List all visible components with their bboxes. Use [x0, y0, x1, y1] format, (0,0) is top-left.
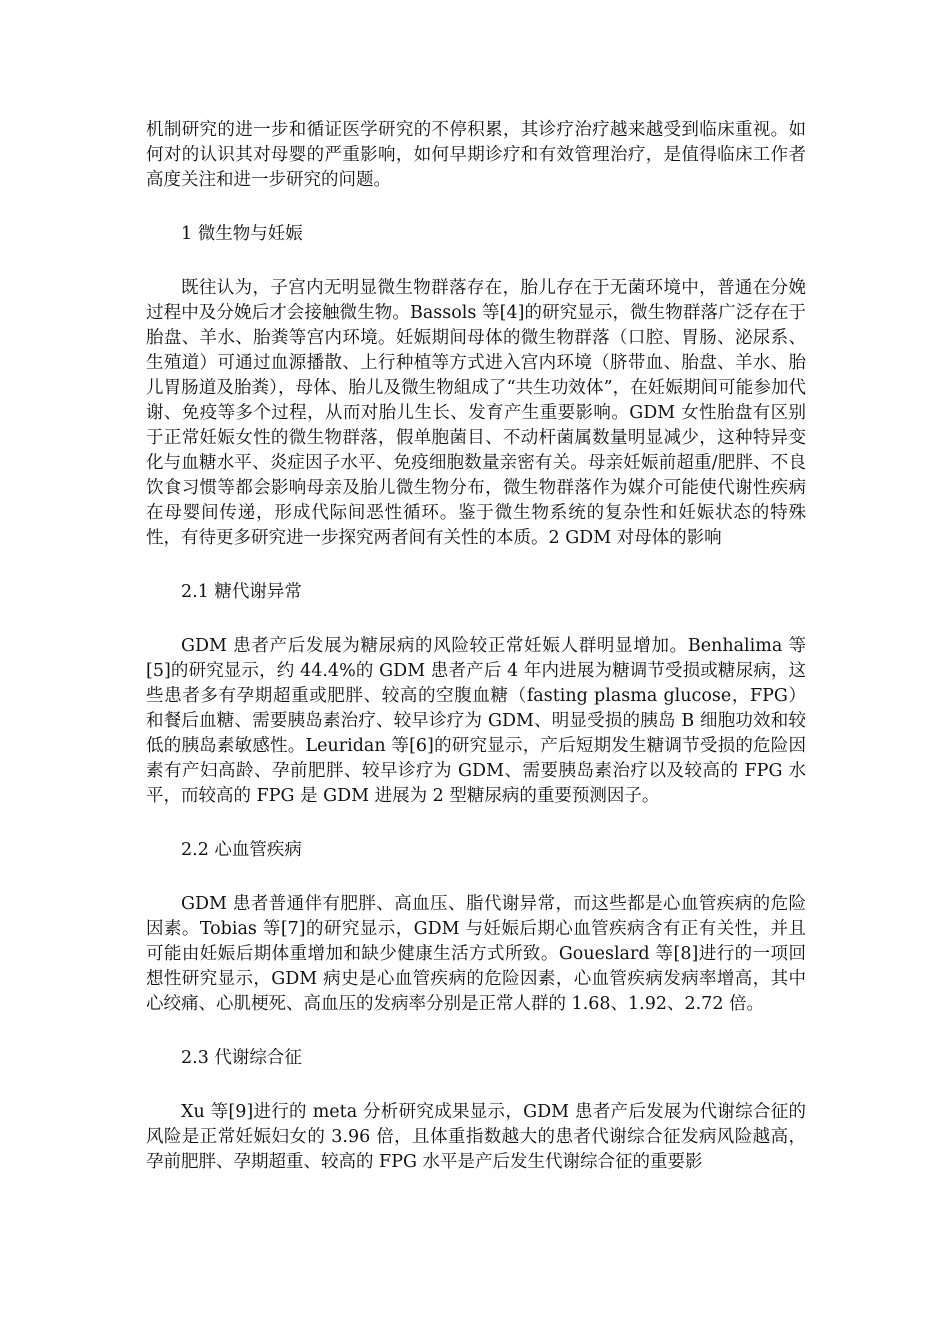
section-heading-2-1: 2.1 糖代谢异常	[181, 582, 302, 602]
section-paragraph-1: 既往认为，子宫内无明显微生物群落存在，胎儿存在于无菌环境中，普通在分娩过程中及分娩后才会接触微生物。Bassols 等[4]的研究显示，微生物群落广泛存在于胎盘、羊水、胎粪等宫内环境。妊娠期间母体的微生物群落（口腔、胃肠、泌尿系、生殖道）可通过血源播散、上行种植等方式进入宫内环境（脐带血、胎盘、羊水、胎儿胃肠道及胎粪），母体、胎儿及微生物組成了“共生功效体”，在妊娠期间可能参加代谢、免疫等多个过程，从而对胎儿生长、发育产生重要影响。GDM 女性胎盘有区别于正常妊娠女性的微生物群落，假单胞菌目、不动杆菌属数量明显减少，这种特异变化与血糖水平、炎症因子水平、免疫细胞数量亲密有关。母亲妊娠前超重/肥胖、不良饮食习惯等都会影响母亲及胎儿微生物分布，微生物群落作为媒介可能使代谢性疾病在母婴间传递，形成代际间恶性循环。鉴于微生物系统的复杂性和妊娠状态的特殊性，有待更多研究进一步探究两者间有关性的本质。2 GDM 对母体的影响	[146, 278, 806, 548]
section-heading-2-2: 2.2 心血管疾病	[181, 840, 302, 860]
intro-paragraph: 机制研究的进一步和循证医学研究的不停积累，其诊疗治疗越来越受到临床重视。如何对的认识其对母婴的严重影响，如何早期诊疗和有效管理治疗，是值得临床工作者高度关注和进一步研究的问题。	[146, 120, 806, 190]
section-paragraph-2-1: GDM 患者产后发展为糖尿病的风险较正常妊娠人群明显增加。Benhalima 等[5]的研究显示，约 44.4%的 GDM 患者产后 4 年内进展为糖调节受损或糖尿病，这些患者多有孕期超重或肥胖、较高的空腹血糖（fasting plasma glucose，FPG）和餐后血糖、需要胰岛素治疗、较早诊疗为 GDM、明显受损的胰岛 B 细胞功效和较低的胰岛素敏感性。Leuridan 等[6]的研究显示，产后短期发生糖调节受损的危险因素有产妇高龄、孕前肥胖、较早诊疗为 GDM、需要胰岛素治疗以及较高的 FPG 水平，而较高的 FPG 是 GDM 进展为 2 型糖尿病的重要预测因子。	[146, 636, 806, 806]
section-heading-2-3: 2.3 代谢综合征	[181, 1048, 302, 1068]
section-paragraph-2-2: GDM 患者普通伴有肥胖、高血压、脂代谢异常，而这些都是心血管疾病的危险因素。Tobias 等[7]的研究显示，GDM 与妊娠后期心血管疾病含有正有关性，并且可能由妊娠后期体重增加和缺少健康生活方式所致。Goueslard 等[8]进行的一项回想性研究显示，GDM 病史是心血管疾病的危险因素，心血管疾病发病率增高，其中心绞痛、心肌梗死、高血压的发病率分别是正常人群的 1.68、1.92、2.72 倍。	[146, 894, 806, 1014]
document-page	[146, 118, 806, 1204]
section-paragraph-2-3: Xu 等[9]进行的 meta 分析研究成果显示，GDM 患者产后发展为代谢综合征的风险是正常妊娠妇女的 3.96 倍，且体重指数越大的患者代谢综合征发病风险越高，孕前肥胖、孕期超重、较高的 FPG 水平是产后发生代谢综合征的重要影	[146, 1102, 806, 1172]
section-heading-1: 1 微生物与妊娠	[181, 224, 303, 244]
